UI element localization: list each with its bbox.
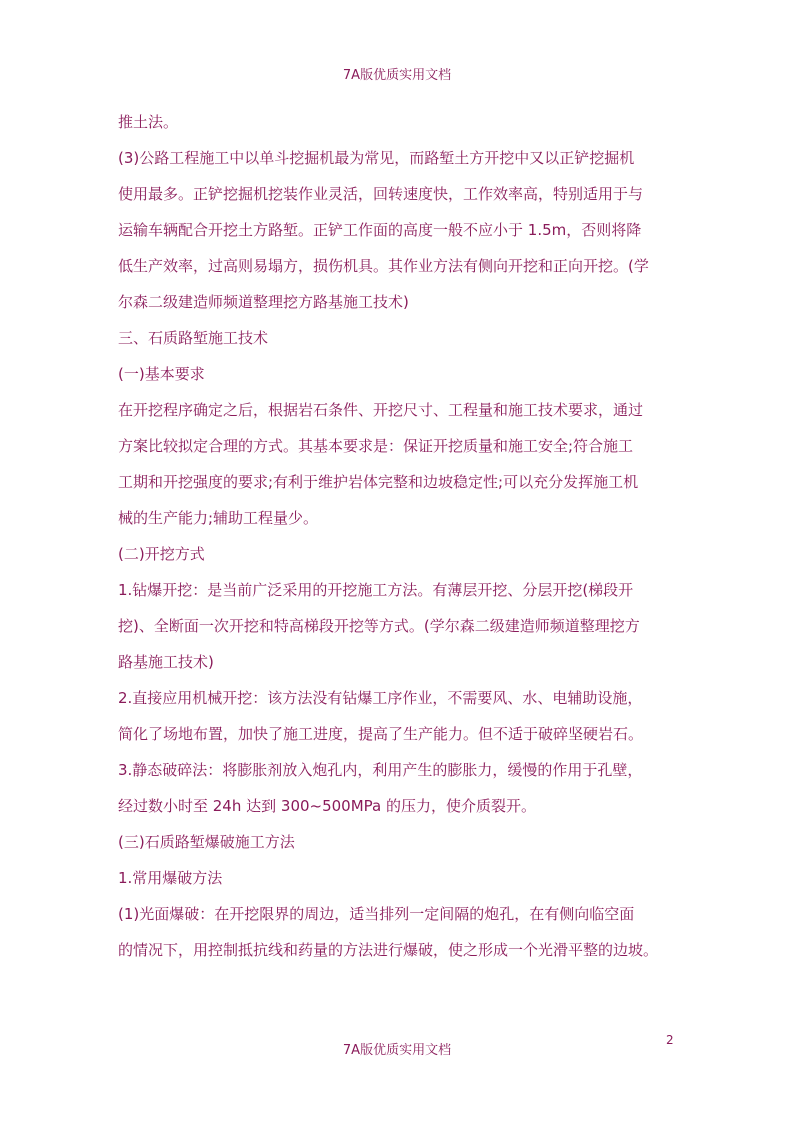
section-heading: 三、石质路堑施工技术 xyxy=(118,329,269,347)
text-line: 1.钻爆开挖：是当前广泛采用的开挖施工方法。有薄层开挖、分层开挖(梯段开 xyxy=(118,581,634,599)
text-line: 经过数小时至 24h 达到 300~500MPa 的压力，使介质裂开。 xyxy=(118,797,537,815)
subsection-heading: (三)石质路堑爆破施工方法 xyxy=(118,833,295,851)
subsection-heading: (一)基本要求 xyxy=(118,365,205,383)
text-line: 运输车辆配合开挖土方路堑。正铲工作面的高度一般不应小于 1.5m，否则将降 xyxy=(118,221,642,239)
text-line: 工期和开挖强度的要求;有利于维护岩体完整和边坡稳定性;可以充分发挥施工机 xyxy=(118,473,639,491)
document-body xyxy=(118,104,678,968)
page-header: 7A版优质实用文档 xyxy=(342,68,452,83)
text-line: 的情况下，用控制抵抗线和药量的方法进行爆破，使之形成一个光滑平整的边坡。 xyxy=(118,941,659,959)
text-line: 2.直接应用机械开挖：该方法没有钻爆工序作业，不需要风、水、电辅助设施， xyxy=(118,689,643,707)
page-number: 2 xyxy=(666,1033,674,1047)
text-line: 1.常用爆破方法 xyxy=(118,869,223,887)
text-line: 使用最多。正铲挖掘机挖装作业灵活，回转速度快，工作效率高，特别适用于与 xyxy=(118,185,644,203)
text-line: 在开挖程序确定之后，根据岩石条件、开挖尺寸、工程量和施工技术要求，通过 xyxy=(118,401,644,419)
page-footer: 7A版优质实用文档 xyxy=(342,1043,452,1058)
text-line: (3)公路工程施工中以单斗挖掘机最为常见，而路堑土方开挖中又以正铲挖掘机 xyxy=(118,149,635,167)
text-line: 挖)、全断面一次开挖和特高梯段开挖等方式。(学尔森二级建造师频道整理挖方 xyxy=(118,617,640,635)
text-line: 械的生产能力;辅助工程量少。 xyxy=(118,509,319,527)
text-line: 方案比较拟定合理的方式。其基本要求是：保证开挖质量和施工安全;符合施工 xyxy=(118,437,634,455)
text-line: 推土法。 xyxy=(118,113,179,131)
subsection-heading: (二)开挖方式 xyxy=(118,545,205,563)
text-line: 3.静态破碎法：将膨胀剂放入炮孔内，利用产生的膨胀力，缓慢的作用于孔壁， xyxy=(118,761,643,779)
text-line: 简化了场地布置，加快了施工进度，提高了生产能力。但不适于破碎坚硬岩石。 xyxy=(118,725,644,743)
text-line: 尔森二级建造师频道整理挖方路基施工技术) xyxy=(118,293,409,311)
text-line: 低生产效率，过高则易塌方，损伤机具。其作业方法有侧向开挖和正向开挖。(学 xyxy=(118,257,649,275)
text-line: 路基施工技术) xyxy=(118,653,214,671)
text-line: (1)光面爆破：在开挖限界的周边，适当排列一定间隔的炮孔，在有侧向临空面 xyxy=(118,905,635,923)
